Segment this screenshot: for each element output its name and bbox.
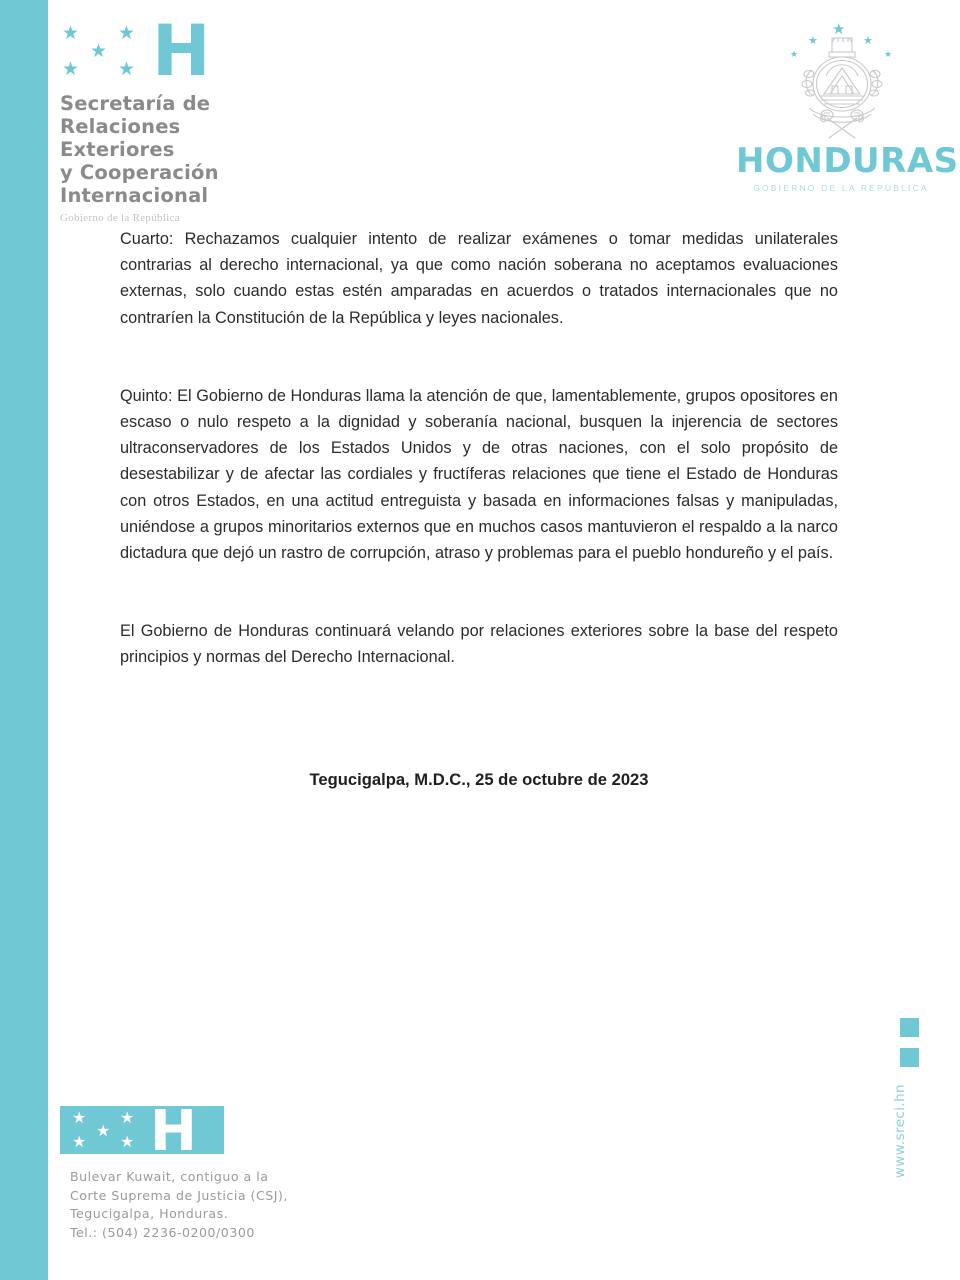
address-line: Bulevar Kuwait, contiguo a la xyxy=(70,1169,269,1184)
honduras-subtitle: GOBIERNO DE LA REPÚBLICA xyxy=(753,183,929,193)
honduras-coat-of-arms-icon xyxy=(736,14,946,144)
secretaria-name-line: Relaciones xyxy=(60,115,181,138)
document-page xyxy=(48,0,960,1280)
address-line-phone: Tel.: (504) 2236-0200/0300 xyxy=(70,1224,255,1240)
coat-of-arms-drawing xyxy=(799,36,885,140)
honduras-flag-h-icon xyxy=(60,1099,224,1164)
secretaria-subtitle: Gobierno de la República xyxy=(60,212,180,224)
star-icon: ★ xyxy=(118,59,136,80)
paragraph-closing: El Gobierno de Honduras continuará velando por relaciones exteriores sobre la base del respeto principios y normas del Derecho Internacional. xyxy=(120,622,838,667)
decor-square xyxy=(900,1018,919,1037)
left-edge-stripe xyxy=(0,0,48,1280)
website-url[interactable]: www.sreci.hn xyxy=(892,1084,908,1179)
star-icon: ★ xyxy=(96,1123,111,1140)
paragraph-cuarto: Cuarto: Rechazamos cualquier intento de realizar exámenes o tomar medidas unilaterales contrarias al derecho internacional, ya que como nación soberana no aceptamos evaluaciones externas, solo cuando estas estén amparadas en acuerdos o tratados internacionales que no contraríen la Constitución de la República y leyes nacionales. xyxy=(120,230,838,327)
honduras-brand-lockup xyxy=(736,14,959,193)
footer-address xyxy=(70,1168,288,1242)
star-icon: ★ xyxy=(120,1134,135,1151)
secretaria-logo-lockup xyxy=(60,10,360,224)
date-location-line: Tegucigalpa, M.D.C., 25 de octubre de 2023 xyxy=(309,770,649,789)
star-icon: ★ xyxy=(72,1134,87,1151)
star-icon: ★ xyxy=(790,49,799,59)
secretaria-name xyxy=(60,92,360,207)
h-monogram-icon: H xyxy=(150,1099,195,1164)
star-icon: ★ xyxy=(884,49,893,59)
star-icon: ★ xyxy=(72,1110,87,1127)
secretaria-name-line: Internacional xyxy=(60,184,209,207)
address-line: Tegucigalpa, Honduras. xyxy=(70,1206,229,1221)
document-footer xyxy=(48,1070,960,1280)
star-icon: ★ xyxy=(118,23,136,44)
star-icon: ★ xyxy=(90,41,108,62)
document-header xyxy=(48,0,960,224)
star-icon: ★ xyxy=(832,21,846,38)
star-icon: ★ xyxy=(62,23,80,44)
secretaria-name-line: Secretaría de xyxy=(60,92,211,115)
star-icon: ★ xyxy=(120,1110,135,1127)
paragraph-quinto: Quinto: El Gobierno de Honduras llama la atención de que, lamentablemente, grupos opositores en escaso o nulo respeto a la dignidad y soberanía nacional, busquen la injerencia de sectores ultraconservadores de los Estados Unidos y de otras naciones, con el solo propósito de desestabilizar y de afectar las cordiales y fructíferas relaciones que tiene el Estado de Honduras con otros Estados, en una actitud entreguista y basada en informaciones falsas y manipuladas, uniéndose a grupos minoritarios externos que en muchos casos mantuvieron el respaldo a la narco dictadura que dejó un rastro de corrupción, atraso y problemas para el pueblo hondureño y el país. xyxy=(120,386,838,563)
decor-square xyxy=(900,1048,919,1067)
h-monogram-icon: H xyxy=(152,10,209,92)
secretaria-name-line: y Cooperación xyxy=(60,161,219,184)
star-icon: ★ xyxy=(62,59,80,80)
flag-stars-group xyxy=(60,22,158,80)
honduras-flag-h-icon xyxy=(60,10,220,92)
document-body xyxy=(120,226,838,671)
honduras-wordmark: HONDURAS xyxy=(736,141,959,181)
footer-right-rail xyxy=(892,1018,938,1238)
address-line: Corte Suprema de Justicia (CSJ), xyxy=(70,1187,288,1203)
star-icon: ★ xyxy=(808,35,818,47)
secretaria-name-line: Exteriores xyxy=(60,138,175,161)
star-icon: ★ xyxy=(863,35,873,47)
